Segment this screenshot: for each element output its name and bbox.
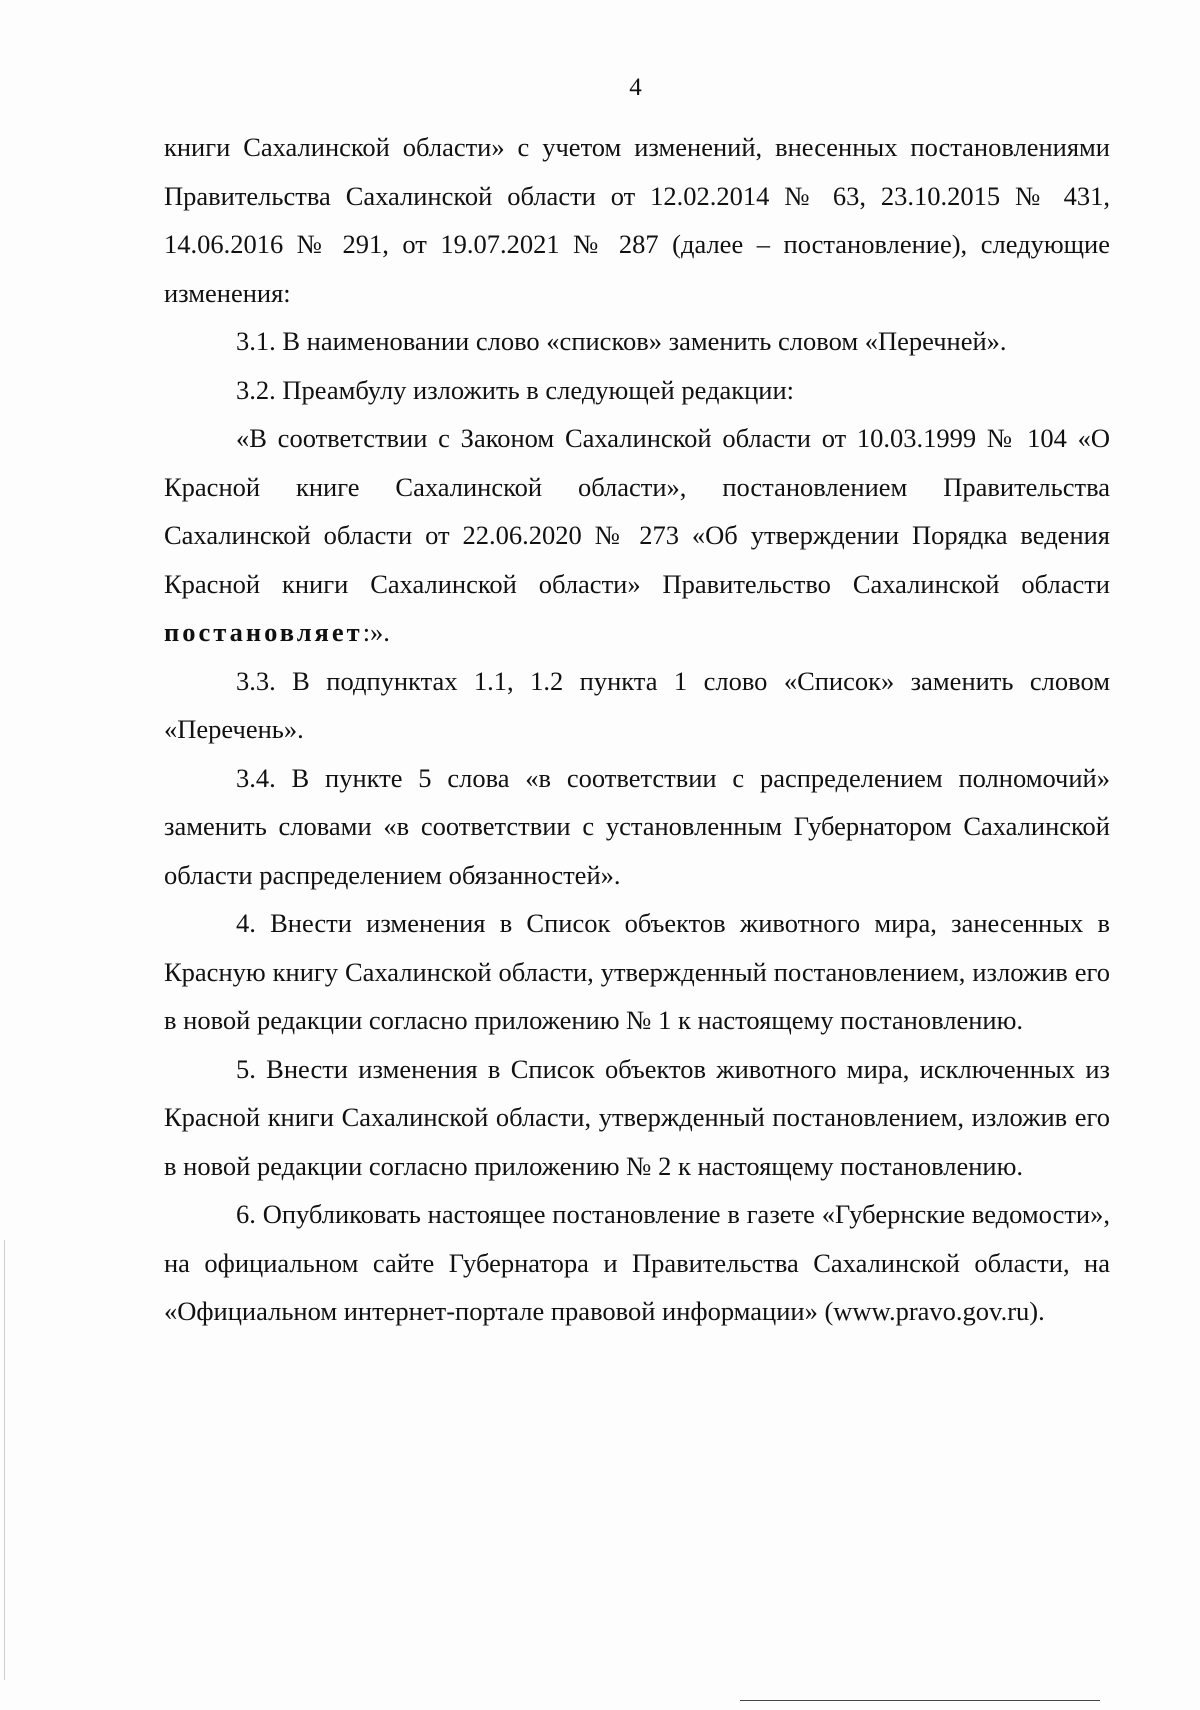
- paragraph-5: 5. Внести изменения в Список объектов животного мира, исключенных из Красной книги Сахалинской области, утвержденный постановлением, изложив его в новой редакции согласно приложению № 2 к настоящему постановлению.: [164, 1053, 1110, 1181]
- preamble-text: «В соответствии с Законом Сахалинской области от 10.03.1999 № 104 «О Красной книге Сахалинской области», постановлением Правительства Сахалинской области от 22.06.2020 № 273 «Об утверждении Порядка ведения Красной книги Сахалинской области» Правительство Сахалинской области: [164, 423, 1110, 599]
- paragraph-3-4: 3.4. В пункте 5 слова «в соответствии с распределением полномочий» заменить словами «в соответствии с установленным Губернатором Сахалинской области распределением обязанностей».: [164, 762, 1110, 890]
- preamble-end: :».: [362, 617, 390, 647]
- paragraph-3-3: 3.3. В подпунктах 1.1, 1.2 пункта 1 слово «Список» заменить словом «Перечень».: [164, 665, 1110, 744]
- document-body: [164, 123, 1110, 1336]
- paragraph-3-2: 3.2. Преамбулу изложить в следующей редакции:: [236, 374, 795, 405]
- page-number: 4: [629, 74, 642, 101]
- paragraph-6: 6. Опубликовать настоящее постановление в газете «Губернские ведомости», на официальном сайте Губернатора и Правительства Сахалинской области, на «Официальном интернет-портале правовой информации» (www.pravo.gov.ru).: [164, 1199, 1110, 1326]
- preamble-keyword: постановляет: [164, 617, 363, 647]
- paragraph-preamble: [164, 414, 1110, 657]
- paragraph-3-1: 3.1. В наименовании слово «списков» заменить словом «Перечней».: [236, 326, 1007, 356]
- scan-margin-line: [4, 1240, 5, 1680]
- paragraph-4: 4. Внести изменения в Список объектов животного мира, занесенных в Красную книгу Сахалинской области, утвержденный постановлением, изложив его в новой редакции согласно приложению № 1 к настоящему постановлению.: [164, 908, 1110, 1035]
- footer-rule: [740, 1700, 1100, 1701]
- paragraph-continuation: книги Сахалинской области» с учетом изменений, внесенных постановлениями Правительства Сахалинской области от 12.02.2014 № 63, 23.10.2015 № 431, 14.06.2016 № 291, от 19.07.2021 № 287 (далее – постановление), следующие изменения:: [164, 132, 1110, 308]
